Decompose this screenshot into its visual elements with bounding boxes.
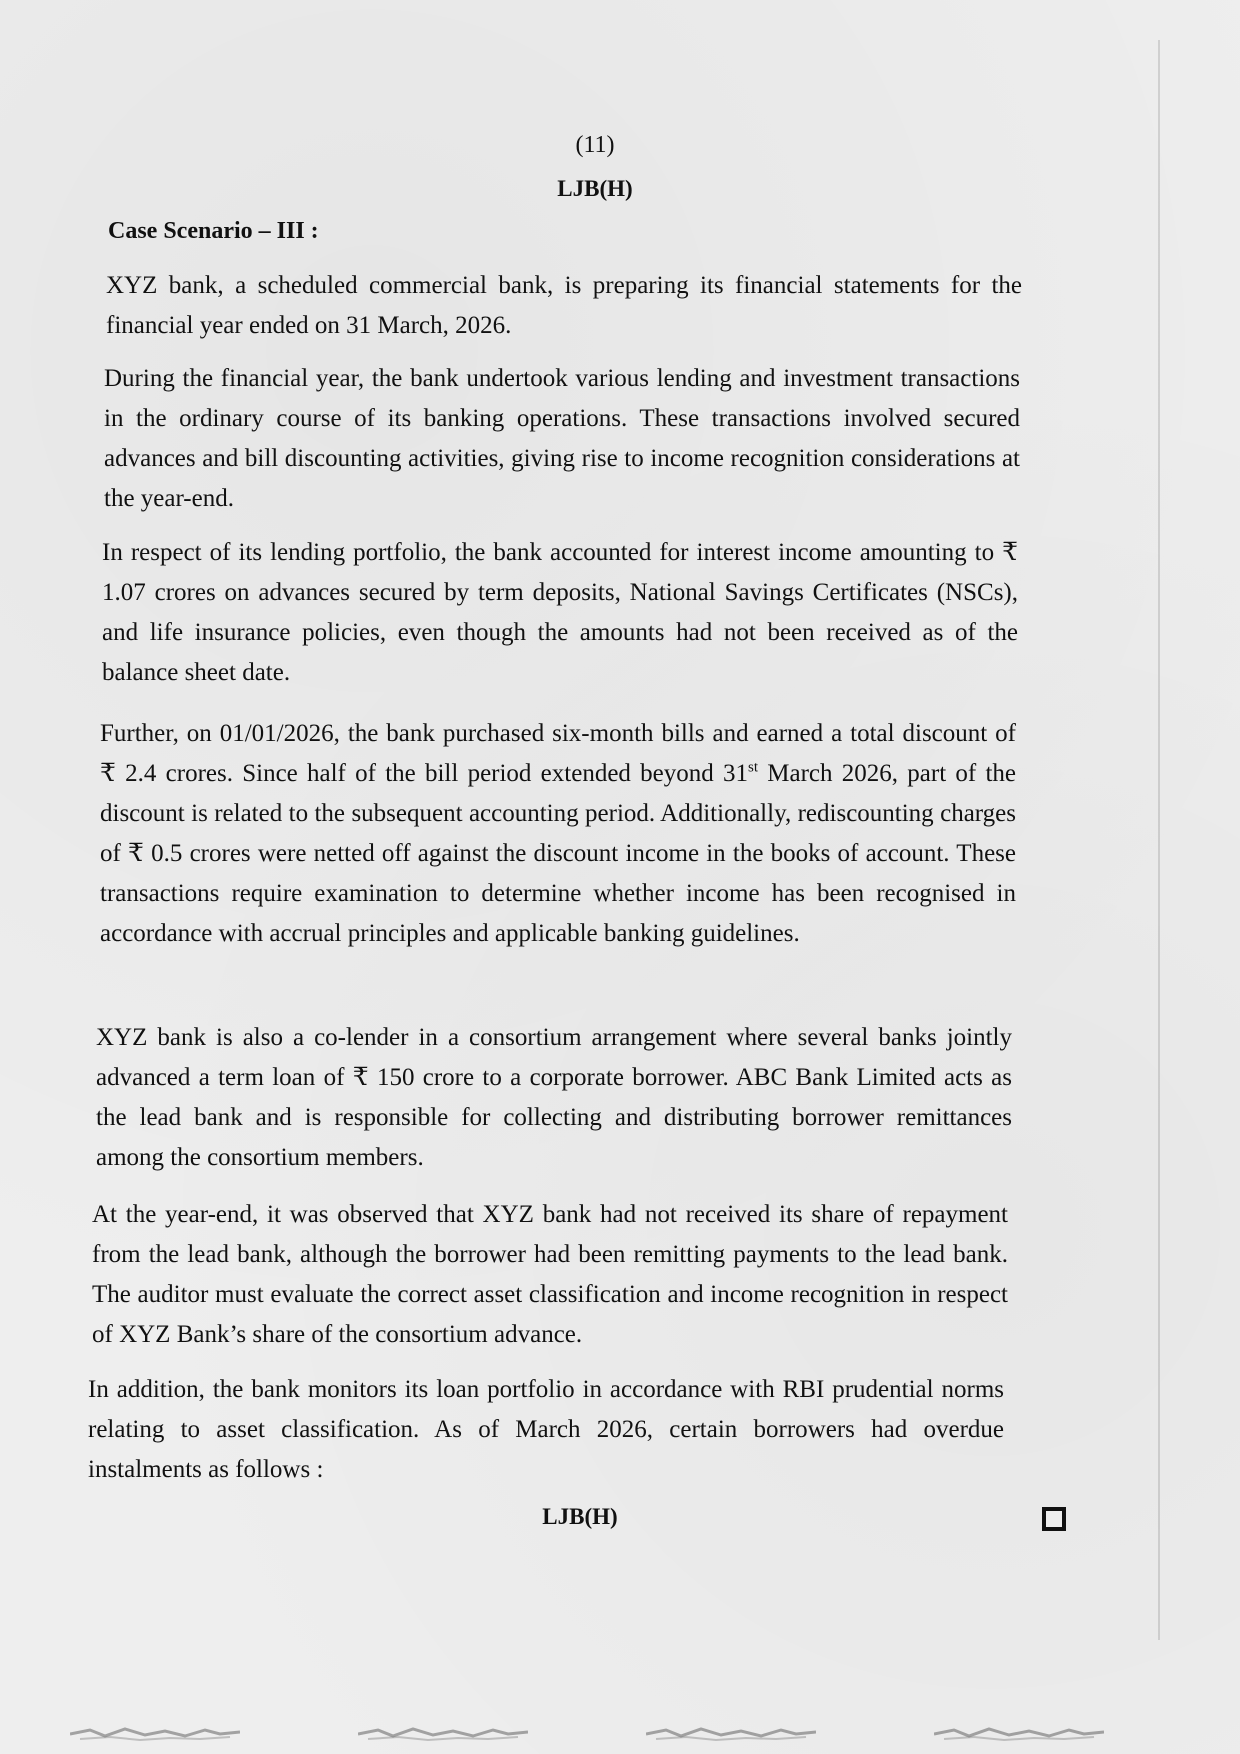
scan-artifact	[358, 1724, 528, 1744]
paragraph-transactions: During the financial year, the bank undertook various lending and investment transactions in the ordinary course of its banking operations. These transactions involved secured advances and bill discounting activities, giving rise to income recognition considerations at the year-end.	[104, 365, 1020, 512]
page-number: (11)	[575, 132, 615, 158]
paragraph-year-end-observation: At the year-end, it was observed that XYZ bank had not received its share of repayment from the lead bank, although the borrower had been remitting payments to the lead bank. The auditor must evaluate the correct asset classification and income recognition in respect of XYZ Bank’s share of the consortium advance.	[92, 1201, 1008, 1348]
paragraph-rbi-norms: In addition, the bank monitors its loan portfolio in accordance with RBI prudential norms relating to asset classification. As of March 2026, certain borrowers had overdue instalments as follows :	[88, 1376, 1004, 1483]
case-scenario-title: Case Scenario – III :	[108, 218, 319, 244]
bill-discounting-text-a: Further, on 01/01/2026, the bank purchased six-month bills and earned a total discount of ₹ 2.4 crores. Since half of the bill period extended beyond 31	[100, 720, 1016, 787]
paragraph-interest-income: In respect of its lending portfolio, the bank accounted for interest income amounting to ₹ 1.07 crores on advances secured by term deposits, National Savings Certificates (NSCs), and life insurance policies, even though the amounts had not been received as of the balance sheet date.	[102, 539, 1018, 686]
paragraph-consortium: XYZ bank is also a co-lender in a consortium arrangement where several banks jointly advanced a term loan of ₹ 150 crore to a corporate borrower. ABC Bank Limited acts as the lead bank and is responsible for collecting and distributing borrower remittances among the consortium members.	[96, 1024, 1012, 1171]
paragraph-bill-discounting	[100, 714, 1016, 954]
ordinal-suffix: st	[748, 759, 759, 776]
bill-discounting-text-b: March 2026, part of the discount is related to the subsequent accounting period. Additionally, rediscounting charges of ₹ 0.5 crores were netted off against the discount income in the books of account. These transactions require examination to determine whether income has been recognised in accordance with accrual principles and applicable banking guidelines.	[100, 760, 1016, 947]
page-edge-shadow	[1158, 40, 1160, 1640]
paper-code-footer: LJB(H)	[542, 1504, 618, 1529]
scan-artifact	[70, 1724, 240, 1744]
paper-code-header: LJB(H)	[557, 176, 633, 201]
scan-artifact	[934, 1724, 1104, 1744]
square-marker-icon	[1042, 1507, 1066, 1531]
paragraph-bank-intro: XYZ bank, a scheduled commercial bank, is preparing its financial statements for the financial year ended on 31 March, 2026.	[106, 272, 1022, 339]
scan-artifact	[646, 1724, 816, 1744]
